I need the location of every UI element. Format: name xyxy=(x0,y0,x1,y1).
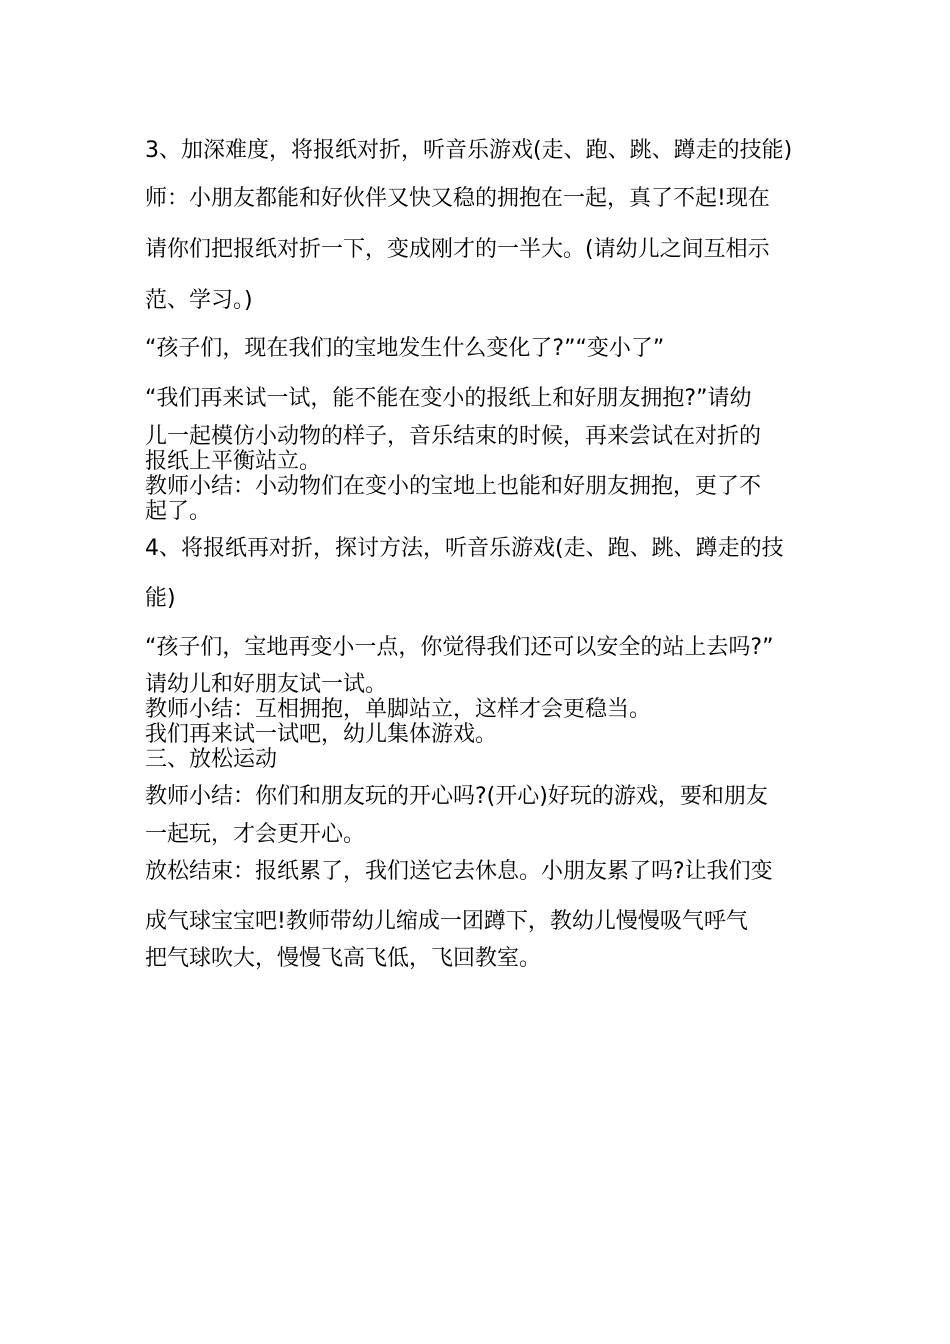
text-line: 我们再来试一试吧，幼儿集体游戏。 xyxy=(145,722,498,747)
text-line: 3、加深难度，将报纸对折，听音乐游戏(走、跑、跳、蹲走的技能) xyxy=(145,138,793,163)
text-line: 4、将报纸再对折，探讨方法，听音乐游戏(走、跑、跳、蹲走的技 xyxy=(145,536,784,561)
text-line: 三、放松运动 xyxy=(145,747,278,772)
text-line: 教师小结：互相拥抱，单脚站立，这样才会更稳当。 xyxy=(145,697,652,722)
text-line: 师：小朋友都能和好伙伴又快又稳的拥抱在一起，真了不起!现在 xyxy=(145,186,770,211)
text-line: 把气球吹大，慢慢飞高飞低，飞回教室。 xyxy=(145,946,542,971)
text-line: 教师小结：小动物们在变小的宝地上也能和好朋友拥抱，更了不 xyxy=(145,474,762,499)
text-line: “我们再来试一试，能不能在变小的报纸上和好朋友拥抱?”请幼 xyxy=(145,386,752,411)
text-line: 儿一起模仿小动物的样子，音乐结束的时候，再来尝试在对折的 xyxy=(145,424,762,449)
text-line: 范、学习。) xyxy=(145,288,253,313)
text-line: 一起玩，才会更开心。 xyxy=(145,822,366,847)
text-line: 请幼儿和好朋友试一试。 xyxy=(145,672,388,697)
text-line: 能) xyxy=(145,586,176,611)
text-line: 报纸上平衡站立。 xyxy=(145,449,322,474)
text-line: 请你们把报纸对折一下，变成刚才的一半大。(请幼儿之间互相示 xyxy=(145,237,770,262)
text-line: 放松结束：报纸累了，我们送它去休息。小朋友累了吗?让我们变 xyxy=(145,859,773,884)
text-line: 教师小结：你们和朋友玩的开心吗?(开心)好玩的游戏，要和朋友 xyxy=(145,784,768,809)
text-line: 成气球宝宝吧!教师带幼儿缩成一团蹲下，教幼儿慢慢吸气呼气 xyxy=(145,909,748,934)
text-line: “孩子们，宝地再变小一点，你觉得我们还可以安全的站上去吗?” xyxy=(145,635,774,660)
text-line: “孩子们，现在我们的宝地发生什么变化了?”“变小了” xyxy=(145,336,665,361)
text-line: 起了。 xyxy=(145,499,212,524)
